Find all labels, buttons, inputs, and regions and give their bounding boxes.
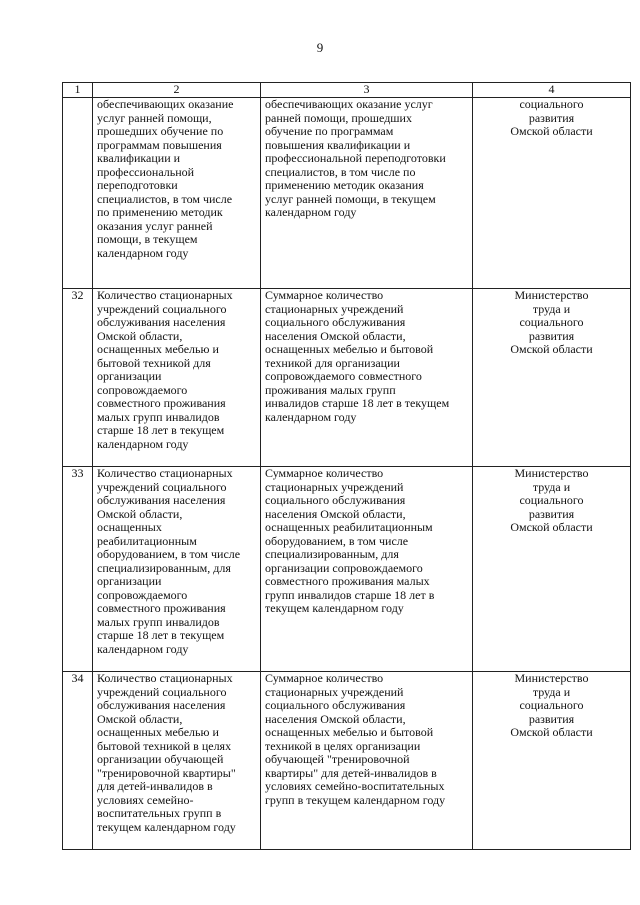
column-header-3: 3 [261, 83, 473, 98]
responsible-body: Министерство труда и социального развития Омской области [510, 288, 593, 356]
indicator-name: Количество стационарных учреждений социального обслуживания населения Омской области, оснащенных реабилитационным оборудованием, в том числе специализированным, для организации сопровождаемого совместного проживания малых групп инвалидов старше 18 лет в текущем календарном году [97, 466, 241, 656]
calculation-method: Суммарное количество стационарных учреждений социального обслуживания населения Омской области, оснащенных реабилитационным оборудованием, в том числе специализированным, для организации сопровождаемого совместного проживания малых групп инвалидов старше 18 лет в текущем календарном году [265, 466, 435, 615]
indicator-name: Количество стационарных учреждений социального обслуживания населения Омской области, оснащенных мебелью и бытовой техникой для организации сопровождаемого совместного проживания малых групп инвалидов старше 18 лет в текущем календарном году [97, 288, 233, 451]
responsible-cell [473, 467, 631, 672]
table-row [63, 672, 631, 850]
calculation-method-cell [261, 98, 473, 289]
page-number: 9 [316, 40, 324, 55]
calculation-method: обеспечивающих оказание услуг ранней помощи, прошедших обучение по программам повышения квалификации и профессиональной переподготовки специалистов, в том числе по применению методик оказания услуг ранней помощи, в текущем календарном году [265, 97, 446, 219]
indicator-name: обеспечивающих оказание услуг ранней помощи, прошедших обучение по программам повышения квалификации и профессиональной переподготовки специалистов, в том числе по применению методик оказания услуг ранней помощи, в текущем календарном году [97, 97, 234, 260]
responsible-cell [473, 289, 631, 467]
row-number: 33 [63, 467, 93, 672]
table-row [63, 98, 631, 289]
column-header-2: 2 [93, 83, 261, 98]
calculation-method: Суммарное количество стационарных учреждений социального обслуживания населения Омской области, оснащенных мебелью и бытовой техникой для организации сопровождаемого совместного проживания малых групп инвалидов старше 18 лет в текущем календарном году [265, 288, 450, 424]
calculation-method-cell [261, 467, 473, 672]
indicator-name-cell [93, 98, 261, 289]
column-header-1: 1 [63, 83, 93, 98]
row-number [63, 98, 93, 289]
calculation-method: Суммарное количество стационарных учреждений социального обслуживания населения Омской области, оснащенных мебелью и бытовой техникой в целях организации обучающей "тренировочной квартиры" для детей-инвалидов в условиях семейно-воспитательных групп в текущем календарном году [265, 671, 446, 807]
indicator-name-cell [93, 672, 261, 850]
table-row [63, 467, 631, 672]
responsible-body: Министерство труда и социального развития Омской области [510, 466, 593, 534]
indicator-name-cell [93, 467, 261, 672]
responsible-cell [473, 98, 631, 289]
row-number: 32 [63, 289, 93, 467]
row-number: 34 [63, 672, 93, 850]
calculation-method-cell [261, 289, 473, 467]
indicator-name-cell [93, 289, 261, 467]
responsible-cell [473, 672, 631, 850]
indicator-name: Количество стационарных учреждений социального обслуживания населения Омской области, оснащенных мебелью и бытовой техникой в целях организации обучающей "тренировочной квартиры" для детей-инвалидов в условиях семейно- воспитательных групп в текущем календарном году [97, 671, 236, 834]
table-row [63, 289, 631, 467]
indicators-table [62, 82, 631, 850]
responsible-body: Министерство труда и социального развития Омской области [510, 671, 593, 739]
responsible-body: социального развития Омской области [510, 97, 593, 138]
table-header-row [63, 83, 631, 98]
column-header-4: 4 [473, 83, 631, 98]
calculation-method-cell [261, 672, 473, 850]
